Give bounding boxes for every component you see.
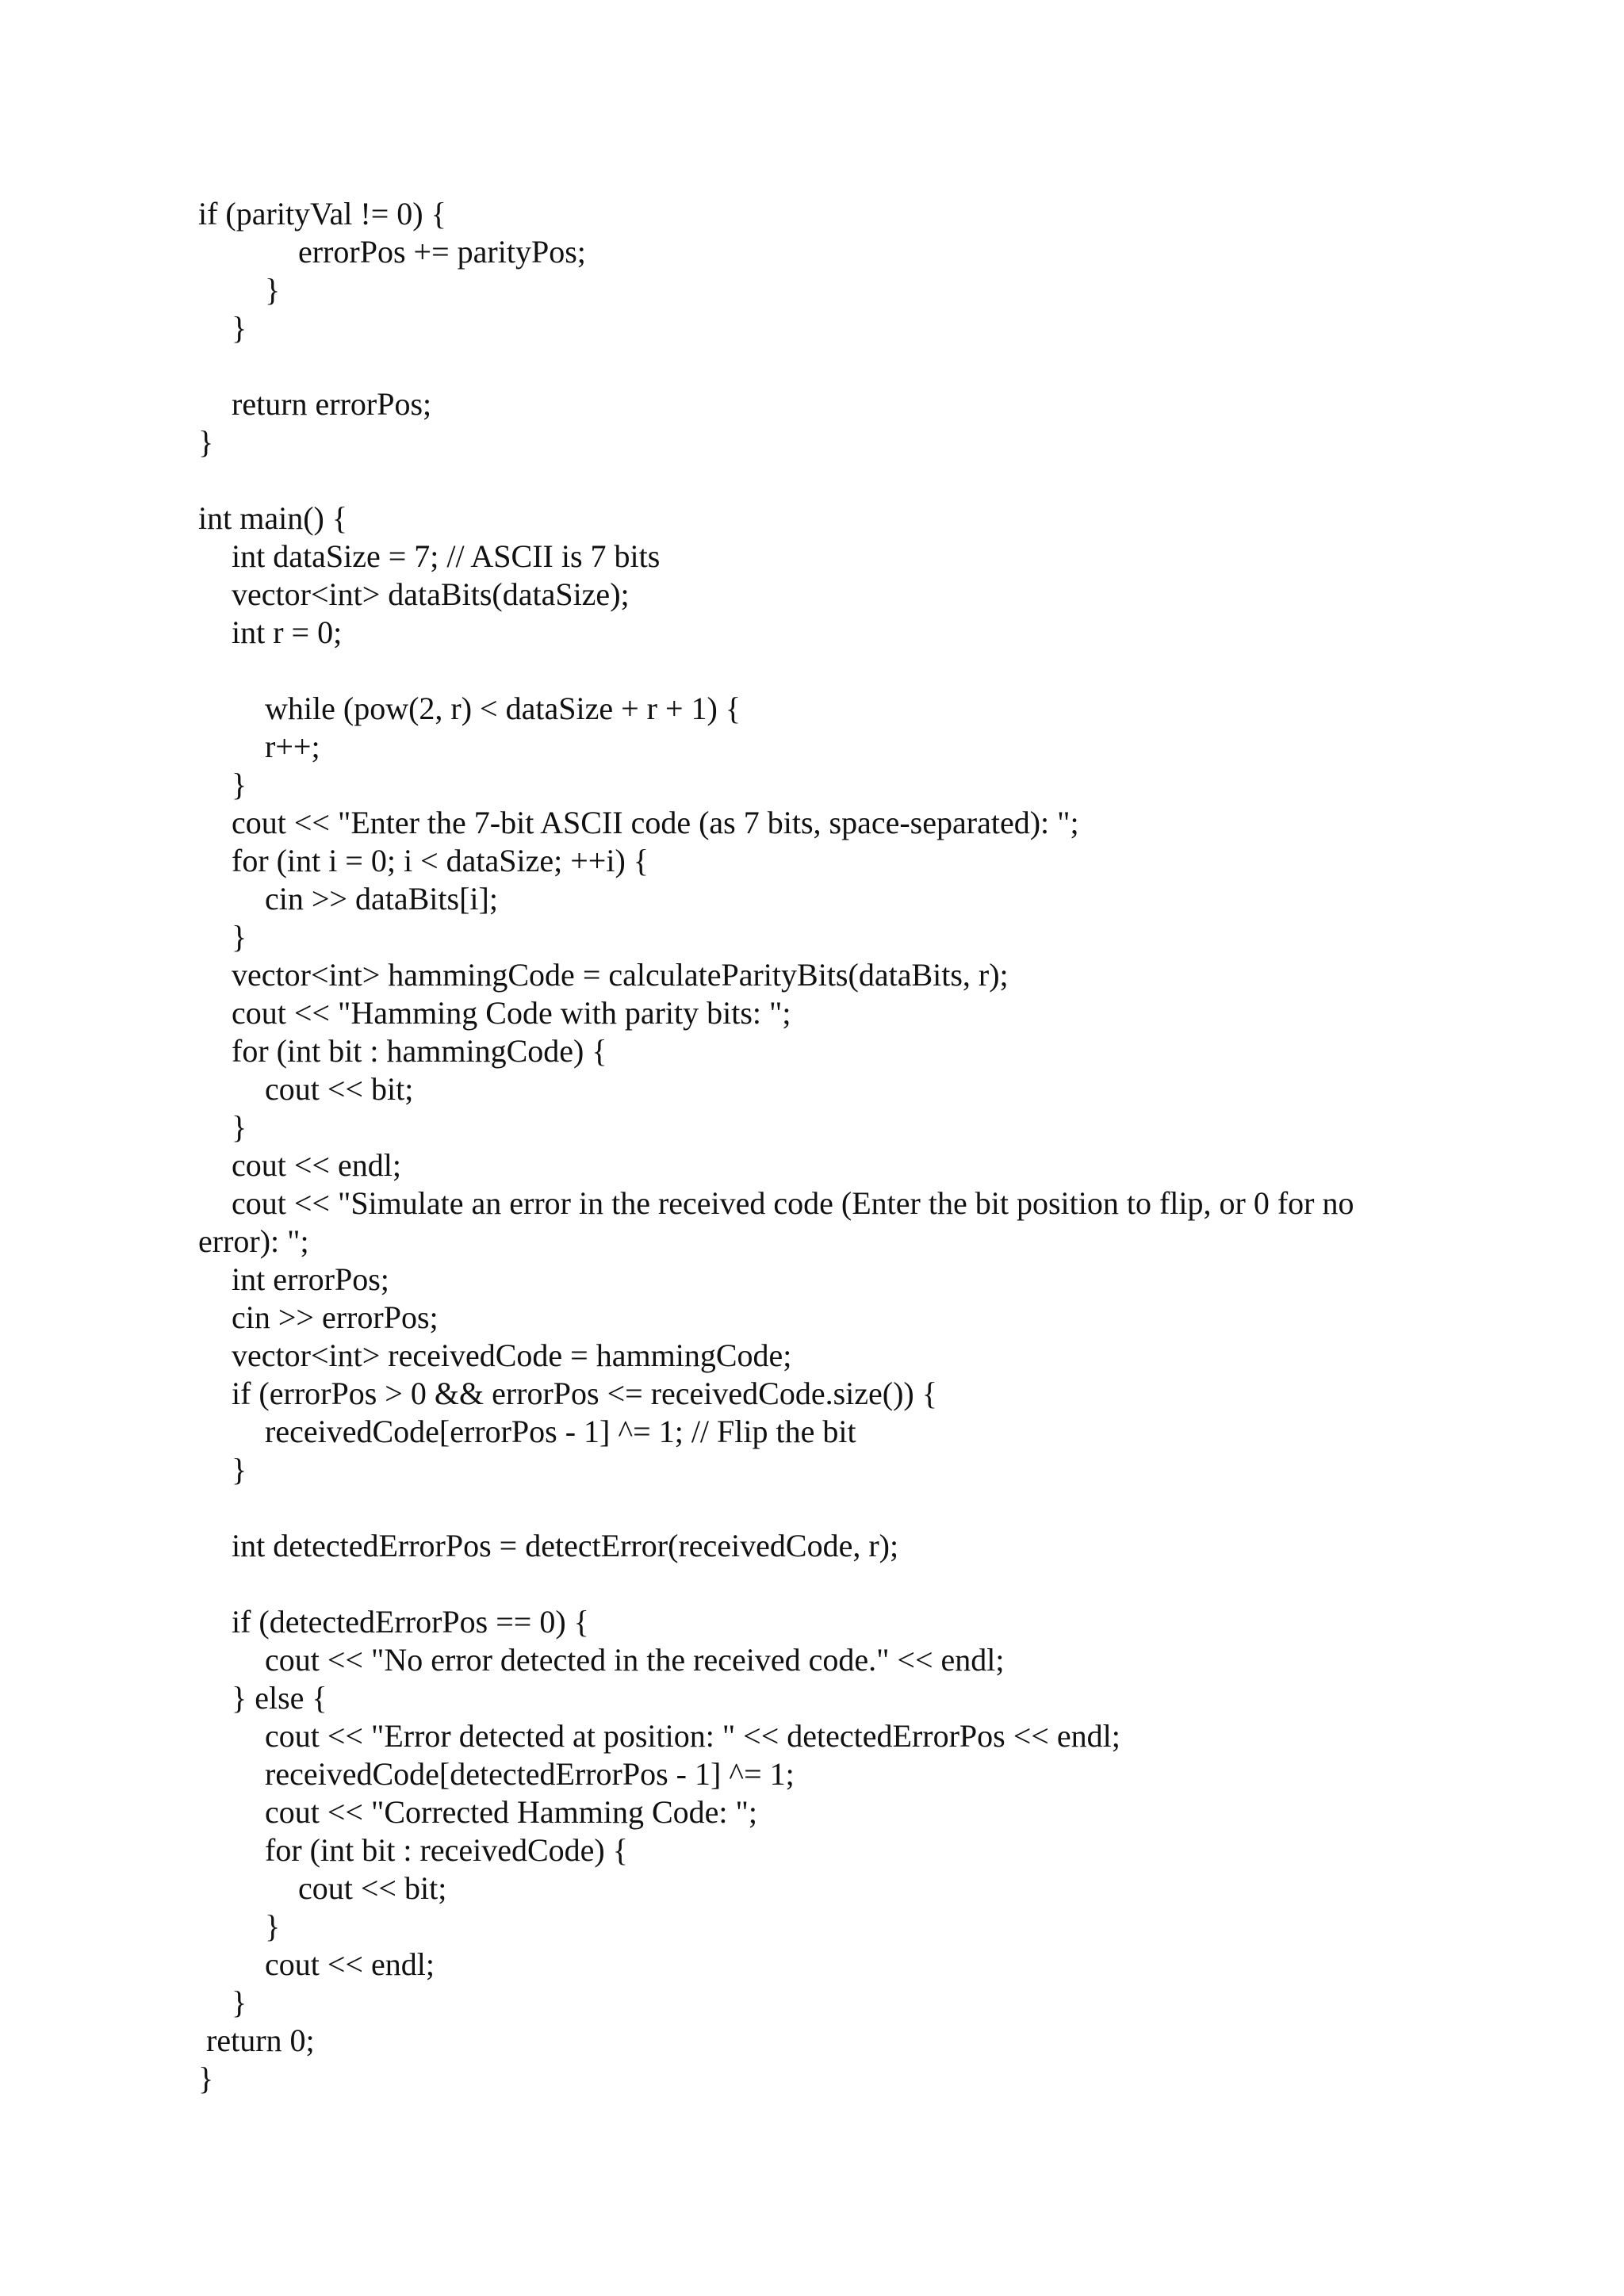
code-line: }: [232, 1109, 247, 1145]
code-line: }: [198, 2061, 214, 2096]
code-line: }: [265, 1908, 281, 1944]
code-line: return errorPos;: [232, 386, 432, 422]
code-line: int detectedErrorPos = detectError(receivedCode, r);: [232, 1528, 899, 1563]
code-line: [198, 1565, 1515, 1603]
code-line: receivedCode[detectedErrorPos - 1] ^= 1;: [265, 1756, 795, 1792]
code-line: for (int bit : hammingCode) {: [232, 1033, 607, 1069]
code-line: int errorPos;: [232, 1261, 389, 1297]
code-line: int r = 0;: [232, 614, 343, 650]
code-line: cin >> dataBits[i];: [265, 881, 498, 916]
code-line: int dataSize = 7; // ASCII is 7 bits: [232, 538, 661, 574]
code-line: vector<int> receivedCode = hammingCode;: [232, 1337, 792, 1373]
code-line: cout << "Error detected at position: " << detectedErrorPos << endl;: [265, 1718, 1120, 1754]
code-line: }: [198, 424, 214, 460]
code-line: cout << "No error detected in the received code." << endl;: [265, 1642, 1005, 1678]
code-line: cout << endl;: [265, 1946, 435, 1982]
code-line: }: [232, 1452, 247, 1487]
code-line: receivedCode[errorPos - 1] ^= 1; // Flip the bit: [265, 1414, 856, 1449]
code-line: if (parityVal != 0) {: [198, 196, 446, 232]
code-line: cout << "Simulate an error in the received code (Enter the bit position to flip, or 0 for no: [232, 1185, 1354, 1221]
code-line: for (int bit : receivedCode) {: [265, 1832, 628, 1868]
code-line: vector<int> hammingCode = calculateParityBits(dataBits, r);: [232, 957, 1009, 993]
code-line: while (pow(2, r) < dataSize + r + 1) {: [265, 691, 741, 726]
code-line: r++;: [265, 729, 320, 764]
code-line: [198, 461, 1515, 499]
code-line: cin >> errorPos;: [232, 1299, 439, 1335]
code-line: }: [232, 310, 247, 346]
code-line: cout << "Hamming Code with parity bits: ";: [232, 995, 791, 1031]
code-line: [198, 1489, 1515, 1527]
code-line: int main() {: [198, 500, 348, 536]
code-line: return 0;: [206, 2022, 315, 2058]
code-line: for (int i = 0; i < dataSize; ++i) {: [232, 843, 649, 878]
code-line: vector<int> dataBits(dataSize);: [232, 576, 630, 612]
code-line: if (errorPos > 0 && errorPos <= receivedCode.size()) {: [232, 1376, 937, 1411]
code-line: errorPos += parityPos;: [298, 234, 586, 270]
code-line: cout << "Corrected Hamming Code: ";: [265, 1794, 757, 1830]
code-line: if (detectedErrorPos == 0) {: [232, 1604, 589, 1640]
code-line: [198, 347, 1515, 385]
code-line: }: [232, 1984, 247, 2020]
code-line: cout << bit;: [265, 1071, 414, 1107]
code-line: cout << bit;: [298, 1870, 447, 1906]
code-line: error): ";: [198, 1223, 309, 1259]
code-line: cout << "Enter the 7-bit ASCII code (as 7 bits, space-separated): ";: [232, 805, 1079, 840]
code-line: }: [232, 919, 247, 955]
code-line: cout << endl;: [232, 1147, 401, 1183]
code-line: }: [232, 767, 247, 802]
code-line: }: [265, 272, 281, 308]
code-line: } else {: [232, 1680, 327, 1716]
code-line: [198, 652, 1515, 690]
code-listing: [198, 195, 1515, 2098]
